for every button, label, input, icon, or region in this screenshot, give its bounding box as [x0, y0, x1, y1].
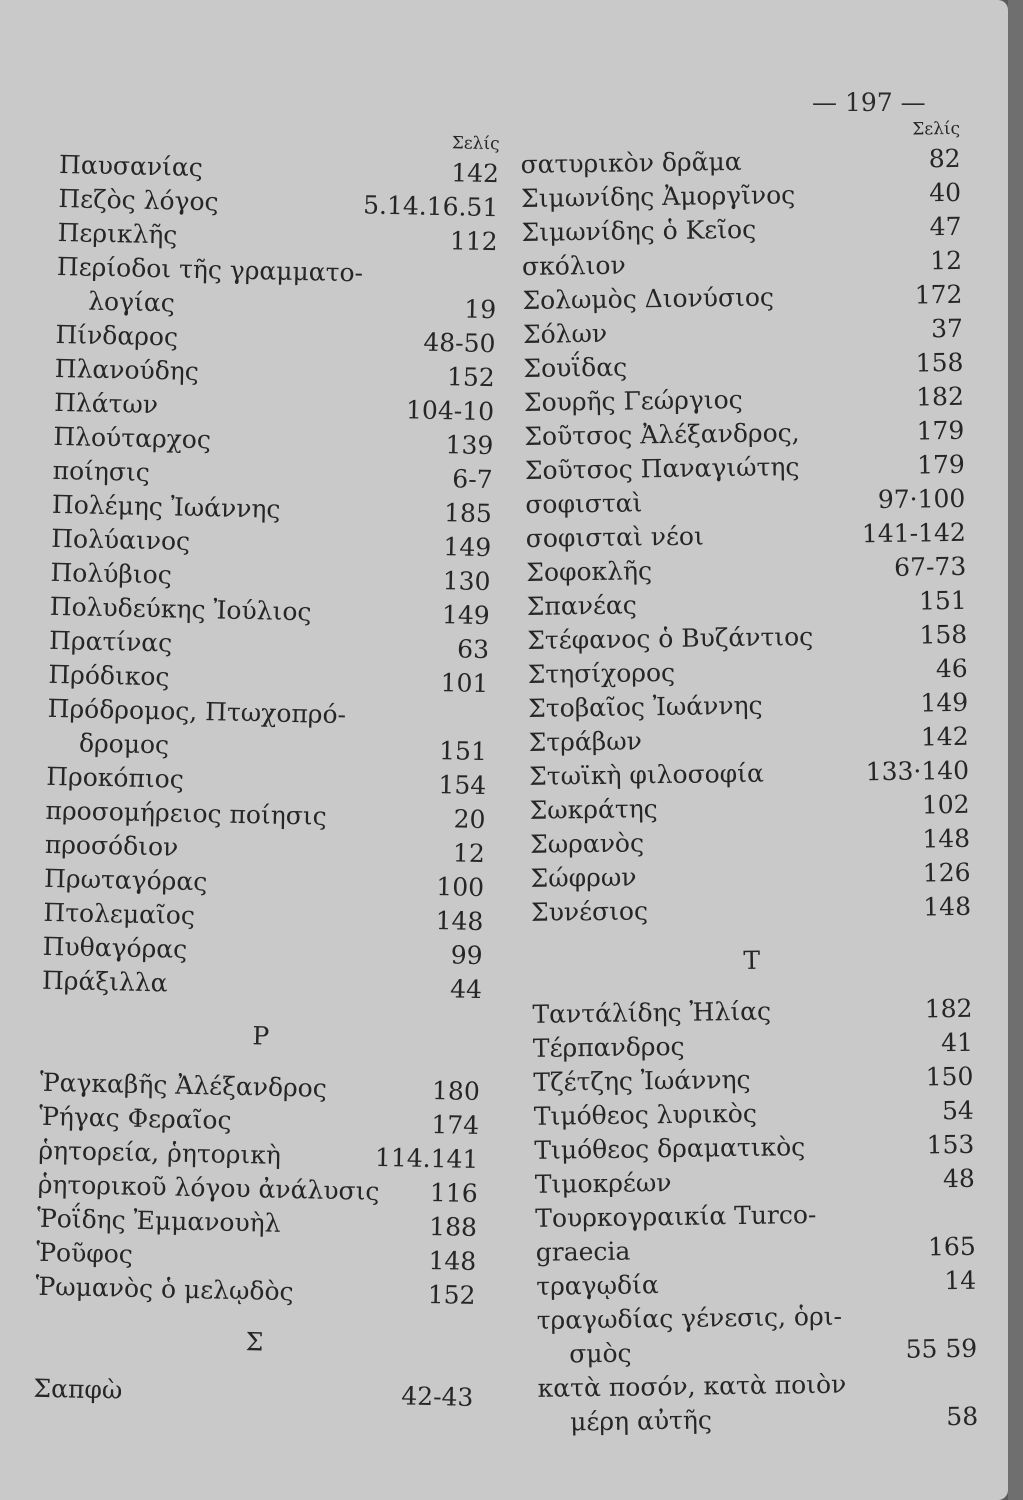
page-reference: 182	[924, 993, 973, 1024]
page-reference: 151	[438, 736, 488, 767]
index-entry	[529, 754, 969, 794]
page-reference: 158	[915, 347, 964, 378]
index-term: μέρη αὐτῆς	[569, 1405, 713, 1437]
index-term: Ταντάλίδης Ἠλίας	[532, 996, 772, 1029]
page-reference: 158	[919, 619, 968, 650]
page-reference: 12	[929, 245, 963, 276]
page-reference: 148	[428, 1245, 477, 1276]
page-reference: 133·140	[865, 755, 970, 787]
page-reference: 102	[921, 789, 970, 820]
page-reference: 114.141	[374, 1142, 479, 1174]
page-edge-shadow	[1008, 0, 1023, 1500]
index-term: Τζέτζης Ἰωάννης	[533, 1064, 751, 1097]
index-term: Περίοδοι τῆς γραμματο-	[56, 251, 364, 288]
index-term: Πυθαγόρας	[42, 931, 188, 964]
page-reference: 46	[935, 653, 968, 684]
index-entry	[538, 1400, 978, 1440]
page-reference: 148	[435, 906, 484, 937]
index-term: Σωκράτης	[529, 794, 658, 825]
index-term: τραγωδίας γένεσις, ὁρι-	[536, 1301, 843, 1335]
page-reference: 179	[916, 415, 965, 446]
index-term: Ῥοΐδης Ἐμμανουὴλ	[36, 1203, 281, 1238]
index-term: σκόλιον	[521, 250, 626, 281]
index-term: Πλούταρχος	[53, 421, 212, 455]
index-term: Προκόπιος	[45, 761, 185, 794]
index-term: Σοῦτσος Παναγιώτης	[524, 452, 800, 485]
section-letter: Ρ	[252, 1021, 270, 1051]
index-column-right	[520, 116, 978, 1440]
page-reference: 54	[941, 1095, 975, 1126]
page-reference: 100	[436, 872, 485, 903]
page-reference: 150	[925, 1061, 974, 1092]
column-header: Σελίς	[912, 118, 961, 140]
page-reference: 101	[440, 668, 489, 699]
index-term: Πράξιλλα	[41, 965, 168, 998]
index-term: Ῥήγας Φεραῖος	[38, 1101, 232, 1135]
index-entry	[526, 550, 966, 590]
page-reference: 149	[920, 687, 969, 718]
index-term: τραγῳδία	[536, 1270, 659, 1301]
index-term: Πολυδεύκης Ἰούλιος	[49, 591, 312, 627]
page-reference: 153	[926, 1129, 975, 1160]
page-reference: 148	[922, 823, 971, 854]
index-term: Στησίχορος	[527, 657, 676, 689]
index-term: Παυσανίας	[58, 149, 204, 182]
page-reference: 149	[441, 600, 491, 631]
page-reference: 48	[942, 1163, 975, 1194]
page-reference: 139	[445, 430, 494, 461]
index-term: Τιμόθεος δραματικὸς	[534, 1132, 806, 1165]
page-reference: 141-142	[861, 517, 966, 549]
page-reference: 41	[940, 1027, 974, 1058]
page-reference: 188	[428, 1211, 478, 1242]
index-term: Τουρκογραικία Turco-	[535, 1199, 817, 1233]
page-reference: 19	[464, 294, 497, 325]
section-letter: Σ	[245, 1327, 264, 1357]
index-term: σοφισταὶ νέοι	[525, 521, 704, 553]
page-reference: 44	[449, 974, 483, 1005]
page-reference: 174	[431, 1110, 480, 1140]
index-term: ῥητορικοῦ λόγου ἀνάλυσις	[37, 1169, 380, 1206]
index-term: ῥητορεία, ῥητορικὴ	[38, 1135, 282, 1170]
page-reference: 5.14.16.51	[362, 190, 499, 223]
index-term: Συνέσιος	[530, 896, 649, 927]
page-reference: 165	[927, 1231, 976, 1262]
index-term: Πρόδρομος, Πτωχοπρό-	[47, 693, 347, 730]
page-reference: 180	[431, 1076, 481, 1107]
index-term: Στοβαῖος Ἰωάννης	[527, 690, 763, 723]
index-term: Τιμόθεος λυρικὸς	[533, 1098, 758, 1131]
page-reference: 6-7	[452, 464, 493, 495]
index-term: Σουρῆς Γεώργιος	[523, 384, 743, 417]
page-reference: 179	[916, 449, 966, 480]
page-reference: 48-50	[423, 327, 496, 359]
page-reference: 148	[923, 891, 972, 922]
page-reference: 152	[427, 1279, 476, 1310]
index-entry	[537, 1332, 977, 1372]
index-term: λογίας	[87, 286, 176, 318]
index-term: Πρατίνας	[48, 625, 173, 658]
index-term: Σαπφὼ	[33, 1373, 123, 1405]
section-letter: Τ	[743, 945, 761, 975]
page-reference: 42-43	[401, 1381, 474, 1412]
index-term: Στράβων	[528, 726, 642, 757]
index-term: Πτολεμαῖος	[43, 897, 196, 930]
page-reference: 185	[443, 498, 493, 529]
page-reference: 112	[449, 226, 498, 257]
page-reference: 142	[920, 721, 969, 752]
index-term: σατυρικὸν δρᾶμα	[520, 146, 742, 179]
index-column-left	[33, 122, 500, 1415]
page-reference: 116	[429, 1177, 478, 1208]
index-term: Σωρανὸς	[529, 828, 645, 859]
index-term: Σιμωνίδης ὁ Κεῖος	[521, 214, 757, 247]
index-entries-right	[520, 142, 978, 1440]
index-term: Σπανέας	[526, 590, 637, 621]
index-term: σμὸς	[569, 1338, 632, 1369]
page-reference: 67-73	[893, 551, 967, 582]
column-header: Σελίς	[451, 133, 500, 155]
index-term: Περικλῆς	[57, 217, 178, 250]
index-term: Πεζὸς λόγος	[58, 183, 219, 217]
index-term: προσόδιον	[44, 829, 179, 862]
index-term: Πίνδαρος	[55, 319, 179, 352]
index-term: κατὰ ποσόν, κατὰ ποιὸν	[537, 1369, 847, 1403]
index-term: Στέφανος ὁ Βυζάντιος	[527, 621, 814, 655]
page-reference: 37	[930, 313, 964, 344]
page-reference: 58	[946, 1401, 979, 1432]
index-term: Σοφοκλῆς	[526, 556, 653, 587]
page-reference: 55 59	[905, 1333, 978, 1364]
index-term: Σοῦτσος Ἀλέξανδρος,	[524, 418, 800, 451]
index-term: graecia	[535, 1236, 631, 1267]
index-term: δρομος	[78, 728, 170, 760]
index-term: Πολύβιος	[50, 557, 173, 590]
index-term: Τέρπανδρος	[532, 1031, 685, 1063]
page-reference: 182	[915, 381, 965, 412]
index-term: Πλανούδης	[54, 353, 200, 386]
index-term: Πολέμης Ἰωάννης	[51, 489, 281, 524]
index-term: Ῥαγκαβῆς Ἀλέξανδρος	[39, 1067, 328, 1103]
index-term: Τιμοκρέων	[534, 1167, 672, 1199]
index-term: Πολύαινος	[50, 523, 191, 556]
index-entries-left	[33, 148, 499, 1415]
page-reference: 14	[944, 1265, 977, 1296]
page-reference: 126	[922, 857, 971, 888]
index-term: Πρωταγόρας	[43, 863, 208, 897]
page-reference: 154	[438, 770, 487, 801]
page-reference: 152	[446, 362, 496, 393]
page-reference: 12	[452, 838, 486, 869]
page-reference: 97·100	[877, 483, 966, 515]
index-term: Σόλων	[522, 318, 608, 349]
index-term: Πρόδικος	[48, 659, 170, 692]
index-term: προσομήρειος ποίησις	[45, 795, 327, 831]
page-reference: 47	[929, 211, 962, 242]
page-reference: 20	[453, 804, 486, 835]
index-term: Ῥοῦφος	[36, 1237, 134, 1269]
page-reference: 99	[450, 940, 483, 971]
index-term: Πλάτων	[53, 387, 159, 420]
index-term: σοφισταὶ	[525, 488, 643, 519]
index-term: ποίησις	[52, 455, 151, 487]
page-reference: 40	[929, 177, 962, 208]
page-reference: 172	[914, 279, 963, 310]
index-term: Σώφρων	[530, 862, 637, 893]
index-term: Στωϊκὴ φιλοσοφία	[528, 758, 765, 791]
page-reference: 142	[451, 158, 500, 189]
page-reference: 130	[442, 566, 491, 597]
page-number: — 197 —	[812, 88, 926, 117]
index-term: Σιμωνίδης Ἀμοργῖνος	[520, 180, 796, 213]
page-reference: 82	[928, 143, 961, 174]
page-reference: 63	[456, 634, 490, 665]
page-reference: 149	[443, 532, 492, 563]
index-term: Ῥωμανὸς ὁ μελῳδὸς	[35, 1271, 294, 1307]
page-reference: 104-10	[405, 395, 495, 427]
index-term: Σολωμὸς Διονύσιος	[522, 282, 775, 315]
page-reference: 151	[918, 585, 967, 616]
index-term: Σουΐδας	[523, 352, 628, 383]
